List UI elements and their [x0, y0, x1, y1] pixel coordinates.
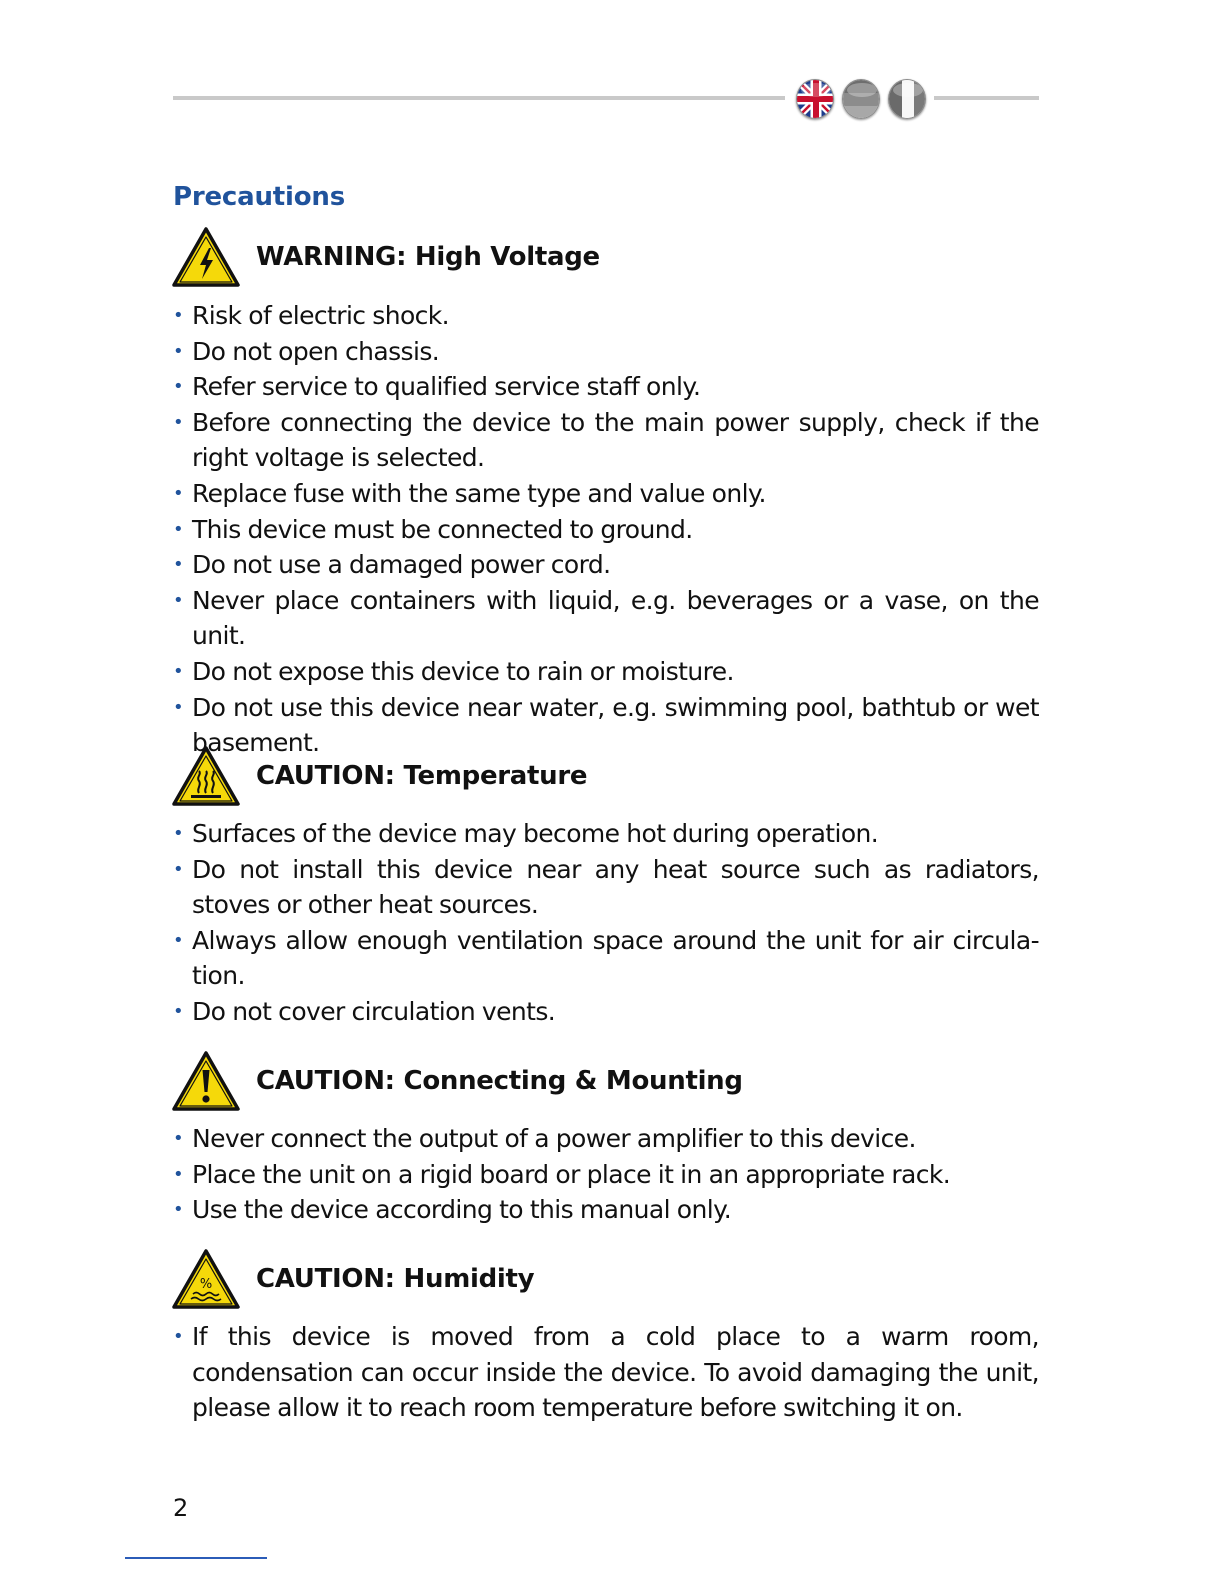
high-voltage-warning-icon — [171, 226, 241, 288]
list-item: • This device must be connected to ground. — [173, 512, 1039, 548]
list-item: • Always allow enough ventilation space around the unit for air circula-tion. — [173, 923, 1039, 994]
list-item: • Never connect the output of a power amplifier to this device. — [173, 1121, 1039, 1157]
warning-heading-connecting — [171, 1049, 743, 1113]
general-warning-icon — [171, 1050, 241, 1112]
warning-title: CAUTION: Connecting & Mounting — [256, 1066, 743, 1096]
list-item: • Surfaces of the device may become hot during operation. — [173, 816, 1039, 852]
temperature-list — [173, 816, 1039, 1030]
list-item: • Replace fuse with the same type and value only. — [173, 476, 1039, 512]
humidity-warning-icon — [171, 1248, 241, 1310]
warning-heading-humidity — [171, 1247, 534, 1311]
page-number: 2 — [173, 1494, 189, 1522]
warning-heading-temperature — [171, 744, 587, 808]
list-item: • Refer service to qualified service staff only. — [173, 369, 1039, 405]
language-selector — [796, 79, 926, 119]
svg-text:%: % — [199, 1277, 213, 1292]
list-item: • Use the device according to this manual only. — [173, 1192, 1039, 1228]
german-flag-icon[interactable] — [842, 79, 880, 119]
french-flag-icon[interactable] — [888, 79, 926, 119]
high-voltage-list — [173, 298, 1039, 761]
list-item: • Risk of electric shock. — [173, 298, 1039, 334]
list-item: • If this device is moved from a cold place to a warm room, condensation can occur inside the device. To avoid damaging the unit, please allow it to reach room temperature before switching it on. — [173, 1319, 1039, 1426]
footer-mark — [125, 1557, 267, 1559]
list-item: • Before connecting the device to the main power supply, check if the right voltage is selected. — [173, 405, 1039, 476]
list-item: • Do not cover circulation vents. — [173, 994, 1039, 1030]
warning-heading-high-voltage — [171, 225, 600, 289]
header-rule-left — [173, 96, 785, 100]
list-item: • Do not expose this device to rain or moisture. — [173, 654, 1039, 690]
list-item: • Do not install this device near any heat source such as radiators, stoves or other heat sources. — [173, 852, 1039, 923]
header-rule-right — [934, 96, 1039, 100]
list-item: • Place the unit on a rigid board or place it in an appropriate rack. — [173, 1157, 1039, 1193]
list-item: • Do not use this device near water, e.g. swimming pool, bathtub or wet basement. — [173, 690, 1039, 761]
warning-title: CAUTION: Temperature — [256, 761, 588, 791]
list-item: • Never place containers with liquid, e.g. beverages or a vase, on the unit. — [173, 583, 1039, 654]
warning-title: CAUTION: Humidity — [256, 1264, 535, 1294]
warning-title: WARNING: High Voltage — [256, 242, 600, 272]
uk-flag-icon[interactable] — [796, 79, 834, 119]
page-title: Precautions — [173, 182, 345, 212]
hot-surface-warning-icon — [171, 745, 241, 807]
list-item: • Do not use a damaged power cord. — [173, 547, 1039, 583]
list-item: • Do not open chassis. — [173, 334, 1039, 370]
connecting-list — [173, 1121, 1039, 1228]
humidity-list — [173, 1319, 1039, 1426]
